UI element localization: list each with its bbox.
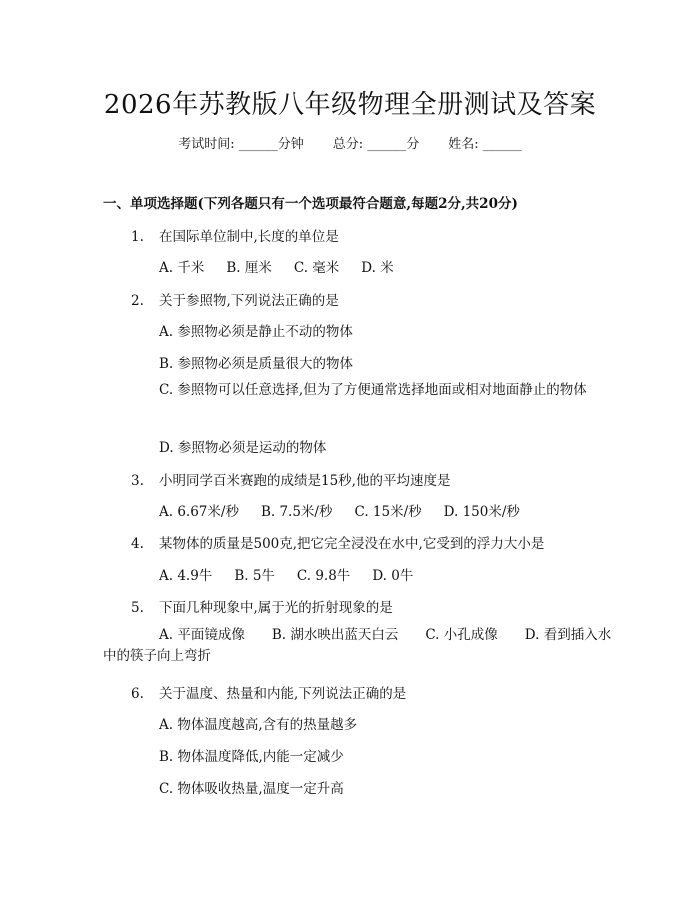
score-label: 总分:: [332, 137, 364, 152]
question-text: 小明同学百米赛跑的成绩是15秒,他的平均速度是: [159, 473, 451, 489]
option-c: C. 9.8牛: [296, 568, 351, 584]
question-4-options: [159, 564, 413, 584]
question-text: 关于温度、热量和内能,下列说法正确的是: [159, 686, 407, 702]
question-3: [131, 469, 450, 489]
option-b: B. 5牛: [234, 568, 275, 584]
question-5-options: A. 平面镜成像 B. 湖水映出蓝天白云 C. 小孔成像 D. 看到插入水中的筷子向上弯折: [103, 627, 612, 664]
section-heading: 一、单项选择题(下列各题只有一个选项最符合题意,每题2分,共20分): [103, 196, 518, 212]
exam-info-line: [0, 133, 700, 152]
question-number: 5.: [131, 600, 144, 616]
question-2-option-b: B. 参照物必须是质量很大的物体: [159, 356, 354, 372]
option-b: B. 厘米: [226, 260, 272, 276]
question-6-option-a: A. 物体温度越高,含有的热量越多: [159, 717, 358, 733]
time-blank: ______: [238, 137, 278, 152]
option-a: A. 6.67米/秒: [159, 504, 239, 520]
question-3-options: [159, 500, 520, 520]
question-number: 4.: [131, 536, 144, 552]
question-1-options: [159, 256, 394, 276]
question-number: 6.: [131, 686, 144, 702]
question-1: [131, 225, 339, 245]
question-4: [131, 532, 544, 552]
question-2-option-a: A. 参照物必须是静止不动的物体: [159, 324, 353, 340]
option-d: D. 0牛: [372, 568, 414, 584]
question-number: 2.: [131, 293, 144, 309]
question-6: [131, 682, 406, 702]
question-2-option-c: C. 参照物可以任意选择,但为了方便通常选择地面或相对地面静止的物体: [159, 382, 587, 398]
question-text: 下面几种现象中,属于光的折射现象的是: [159, 600, 393, 616]
question-6-option-c: C. 物体吸收热量,温度一定升高: [159, 781, 344, 797]
option-a: A. 4.9牛: [159, 568, 213, 584]
question-number: 3.: [131, 473, 144, 489]
question-text: 在国际单位制中,长度的单位是: [159, 229, 339, 245]
score-blank: ______: [367, 137, 407, 152]
score-unit: 分: [406, 137, 420, 152]
time-label: 考试时间:: [178, 137, 235, 152]
time-unit: 分钟: [277, 137, 304, 152]
question-6-option-b: B. 物体温度降低,内能一定减少: [159, 749, 344, 765]
name-label: 姓名:: [448, 137, 479, 152]
option-d: D. 150米/秒: [443, 504, 520, 520]
question-5: [131, 596, 393, 616]
option-a: A. 千米: [159, 260, 205, 276]
option-b: B. 7.5米/秒: [260, 504, 333, 520]
option-d: D. 米: [361, 260, 394, 276]
name-blank: ______: [482, 137, 522, 152]
question-text: 某物体的质量是500克,把它完全浸没在水中,它受到的浮力大小是: [159, 536, 545, 552]
question-number: 1.: [131, 229, 144, 245]
question-2: [131, 289, 339, 309]
option-c: C. 毫米: [293, 260, 340, 276]
option-c: C. 15米/秒: [354, 504, 422, 520]
question-2-option-d: D. 参照物必须是运动的物体: [159, 440, 327, 456]
question-text: 关于参照物,下列说法正确的是: [159, 293, 339, 309]
page-title: 2026年苏教版八年级物理全册测试及答案: [103, 90, 597, 120]
